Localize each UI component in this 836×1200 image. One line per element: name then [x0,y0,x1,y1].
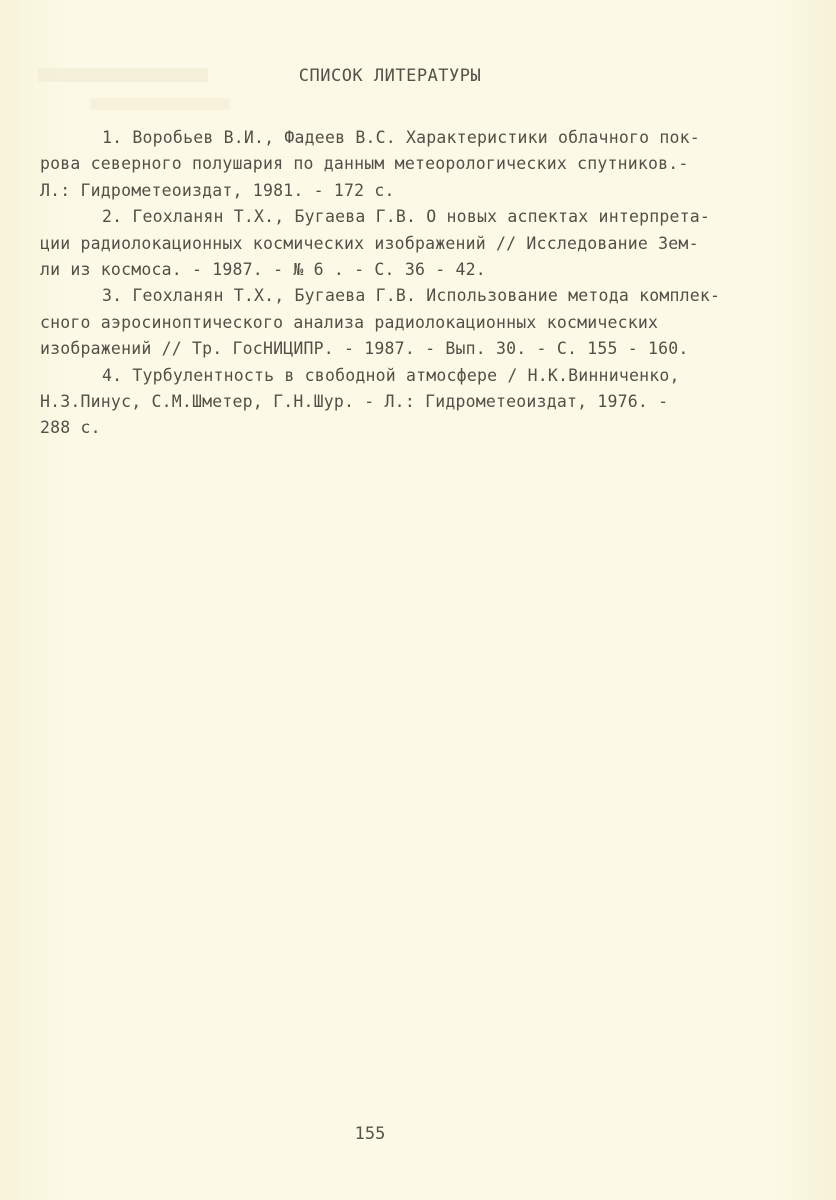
reference-item [40,283,760,362]
page-number: 155 [354,1124,386,1144]
reference-line: 288 с. [40,418,101,438]
reference-line: 1. Воробьев В.И., Фадеев В.С. Характеристики облачного пок- [102,128,700,147]
reference-line: сного аэросиноптического анализа радиолокационных космических [40,312,659,332]
reference-line: ции радиолокационных космических изображений // Исследование Зем- [40,233,699,253]
bleed-through-shadow [90,98,230,110]
reference-item [40,125,760,204]
reference-item [40,363,760,442]
page-title: СПИСОК ЛИТЕРАТУРЫ [298,66,482,86]
reference-line: рова северного полушария по данным метеорологических спутников.- [40,154,689,174]
reference-list [40,125,760,442]
reference-line: Н.З.Пинус, С.М.Шметер, Г.Н.Шур. - Л.: Гидрометеоиздат, 1976. - [40,391,669,411]
reference-line: изображений // Тр. ГосНИЦИПР. - 1987. - Вып. 30. - С. 155 - 160. [40,339,689,359]
reference-line: 3. Геохланян Т.Х., Бугаева Г.В. Использование метода комплек- [102,286,721,306]
reference-item [40,204,760,283]
reference-line: ли из космоса. - 1987. - № 6 . - С. 36 - 42. [40,259,486,279]
reference-line: 4. Турбулентность в свободной атмосфере / Н.К.Винниченко, [102,365,680,385]
reference-line: Л.: Гидрометеоиздат, 1981. - 172 с. [40,180,395,200]
reference-line: 2. Геохланян Т.Х., Бугаева Г.В. О новых аспектах интерпрета- [102,207,711,227]
